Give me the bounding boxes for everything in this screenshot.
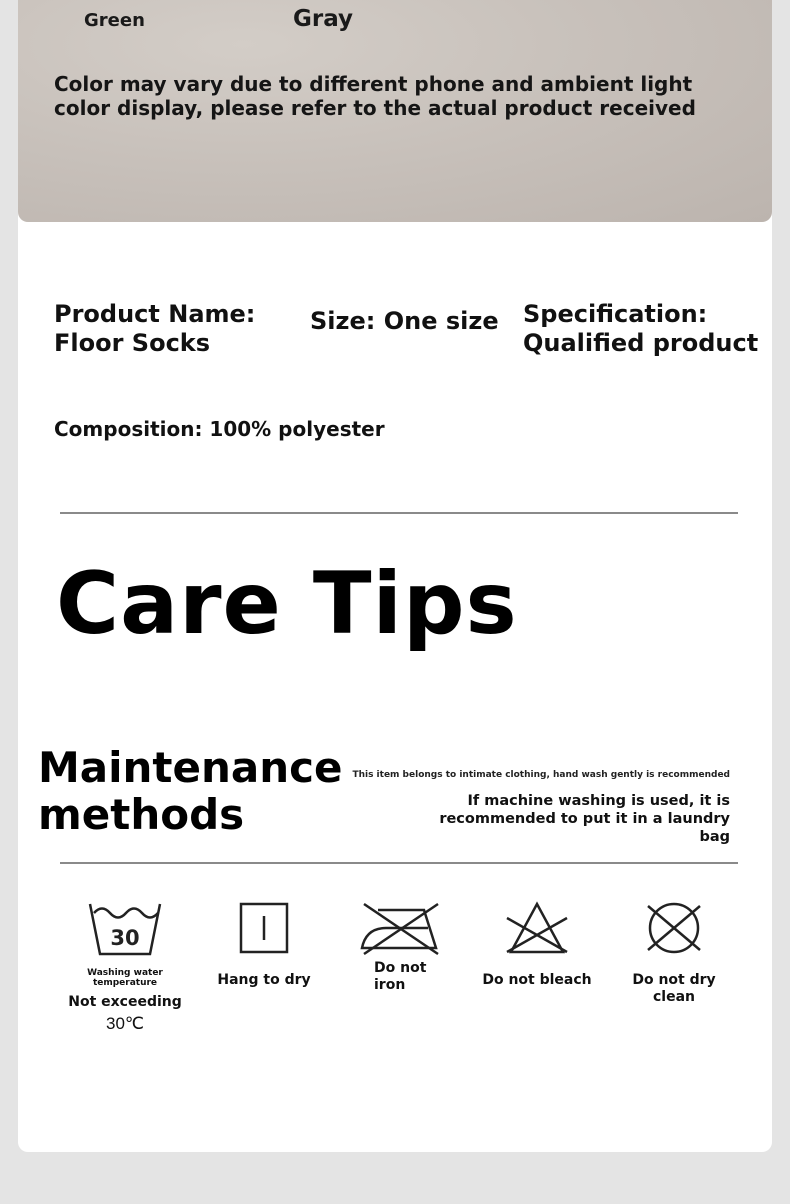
product-name-label: Product Name: bbox=[54, 300, 256, 328]
swatch-label-gray: Gray bbox=[293, 6, 354, 32]
no-iron-label-line1: Do not bbox=[374, 960, 427, 976]
no-iron-icon bbox=[358, 900, 442, 956]
product-name-value: Floor Socks bbox=[54, 329, 211, 357]
wash-number: 30 bbox=[110, 926, 140, 950]
care-item-wash bbox=[56, 900, 194, 1034]
maintenance-heading bbox=[38, 744, 343, 838]
hang-dry-label: Hang to dry bbox=[217, 972, 311, 988]
no-bleach-label: Do not bleach bbox=[482, 972, 592, 988]
divider bbox=[60, 862, 738, 864]
no-dry-clean-label: Do not dry clean bbox=[632, 972, 716, 1005]
wash-temp-label: Washing water temperature bbox=[87, 968, 163, 988]
maintenance-heading-line1: Maintenance bbox=[38, 743, 343, 792]
maintenance-heading-line2: methods bbox=[38, 790, 245, 839]
laundry-bag-note bbox=[410, 792, 730, 846]
care-item-bleach bbox=[480, 900, 594, 989]
no-iron-label-line2: iron bbox=[374, 977, 406, 993]
care-item-hang bbox=[212, 900, 316, 989]
laundry-bag-note-line1: If machine washing is used, it is bbox=[467, 793, 730, 809]
product-spec-label: Specification: bbox=[523, 300, 708, 328]
no-dry-clean-icon bbox=[644, 900, 704, 956]
no-iron-label bbox=[356, 960, 444, 994]
product-spec bbox=[523, 300, 758, 358]
product-size: Size: One size bbox=[310, 307, 499, 335]
hang-dry-icon bbox=[238, 900, 290, 956]
swatch-label-green: Green bbox=[84, 10, 145, 31]
product-card bbox=[18, 0, 772, 1152]
product-name bbox=[54, 300, 255, 358]
product-spec-value: Qualified product bbox=[523, 329, 759, 357]
no-bleach-icon bbox=[505, 900, 569, 956]
care-item-iron bbox=[356, 900, 444, 994]
care-item-dryclean bbox=[612, 900, 736, 1006]
care-tips-heading: Care Tips bbox=[56, 554, 518, 654]
not-exceeding-label: Not exceeding bbox=[68, 994, 182, 1010]
wash-30-icon bbox=[88, 900, 162, 958]
product-composition: Composition: 100% polyester bbox=[54, 417, 385, 441]
hand-wash-note: This item belongs to intimate clothing, hand wash gently is recommended bbox=[352, 770, 730, 780]
temperature-value: 30℃ bbox=[105, 1014, 144, 1033]
color-panel bbox=[18, 0, 772, 222]
divider bbox=[60, 512, 738, 514]
color-disclaimer: Color may vary due to different phone and ambient light color display, please refer to the actual product received bbox=[54, 72, 696, 120]
laundry-bag-note-line2: recommended to put it in a laundry bag bbox=[439, 811, 730, 845]
